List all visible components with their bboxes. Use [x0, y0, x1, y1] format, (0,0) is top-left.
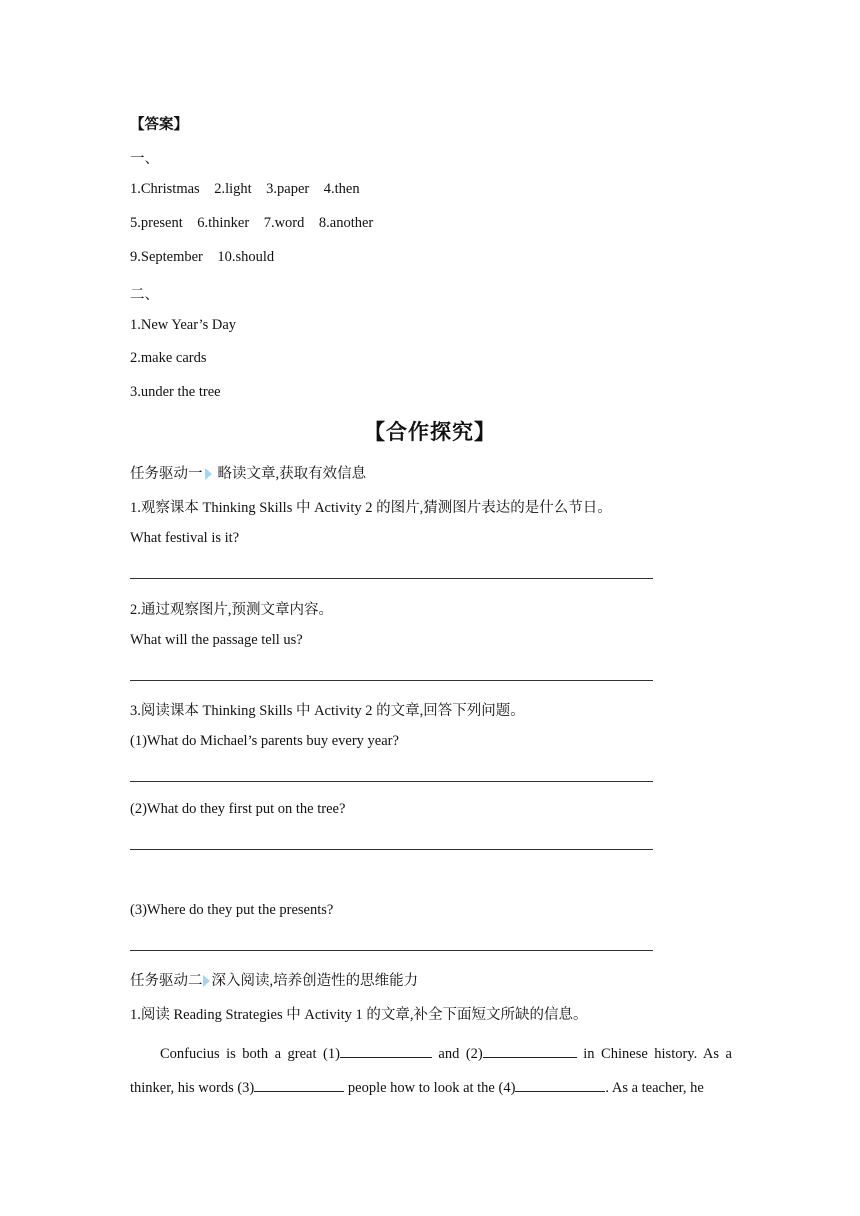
answer-item: 1.Christmas [130, 181, 200, 197]
task2-q1-cn: 1.阅读 Reading Strategies 中 Activity 1 的文章,补全下面短文所缺的信息。 [130, 1007, 588, 1023]
answer-line[interactable] [130, 680, 653, 681]
task1-q3-3: (3)Where do they put the presents? [130, 902, 334, 918]
answer-item: 2.light [214, 181, 252, 197]
answer-item: 6.thinker [197, 215, 250, 231]
answer-row-3 [130, 249, 274, 266]
answer-item: 7.word [263, 215, 305, 231]
arrow-icon [205, 468, 212, 480]
task1-q1-cn: 1.观察课本 Thinking Skills 中 Activity 2 的图片,猜测图片表达的是什么节日。 [130, 500, 612, 516]
part2-item: 1.New Year’s Day [130, 317, 237, 333]
task1-q3-2: (2)What do they first put on the tree? [130, 801, 346, 817]
part2-item: 3.under the tree [130, 384, 221, 400]
arrow-icon [203, 975, 210, 987]
answer-line[interactable] [130, 849, 653, 850]
part2-item: 2.make cards [130, 350, 207, 366]
cloze-text: people how to look at the (4) [344, 1080, 516, 1096]
cloze-text: in Chinese history. As a thinker, his words (3) [130, 1046, 732, 1096]
answer-line[interactable] [130, 950, 653, 951]
answer-item: 10.should [217, 249, 275, 265]
answer-item: 9.September [130, 249, 203, 265]
answer-item: 4.then [323, 181, 360, 197]
answer-row-2 [130, 215, 373, 232]
section-title: 【合作探究】 [364, 420, 496, 444]
task1-q2-en: What will the passage tell us? [130, 632, 303, 648]
cloze-text: Confucius is both a great (1) [160, 1046, 340, 1062]
task2-title-b: 深入阅读,培养创造性的思维能力 [211, 973, 419, 989]
answer-item: 3.paper [266, 181, 310, 197]
task1-q2-cn: 2.通过观察图片,预测文章内容。 [130, 602, 333, 618]
answer-item: 5.present [130, 215, 183, 231]
blank-1[interactable] [340, 1044, 432, 1058]
part2-label: 二、 [130, 287, 159, 303]
task2-title-a: 任务驱动二 [130, 973, 203, 989]
answer-row-1 [130, 181, 360, 198]
answer-item: 8.another [318, 215, 374, 231]
part1-label: 一、 [130, 151, 159, 167]
task1-title-b: 略读文章,获取有效信息 [217, 466, 367, 482]
task1-title-a: 任务驱动一 [130, 466, 203, 482]
task1-q3-cn: 3.阅读课本 Thinking Skills 中 Activity 2 的文章,回答下列问题。 [130, 703, 525, 719]
task1-title [130, 462, 366, 483]
answer-line[interactable] [130, 578, 653, 579]
answer-heading: 【答案】 [130, 117, 188, 133]
task2-title [130, 969, 418, 990]
task1-q3-1: (1)What do Michael’s parents buy every year? [130, 733, 399, 749]
cloze-text: . As a teacher, he [605, 1080, 704, 1096]
blank-3[interactable] [254, 1078, 344, 1092]
cloze-text: and (2) [431, 1046, 483, 1062]
answer-line[interactable] [130, 781, 653, 782]
cloze-paragraph [130, 1037, 732, 1105]
blank-4[interactable] [515, 1078, 605, 1092]
blank-2[interactable] [483, 1044, 577, 1058]
task1-q1-en: What festival is it? [130, 530, 240, 546]
